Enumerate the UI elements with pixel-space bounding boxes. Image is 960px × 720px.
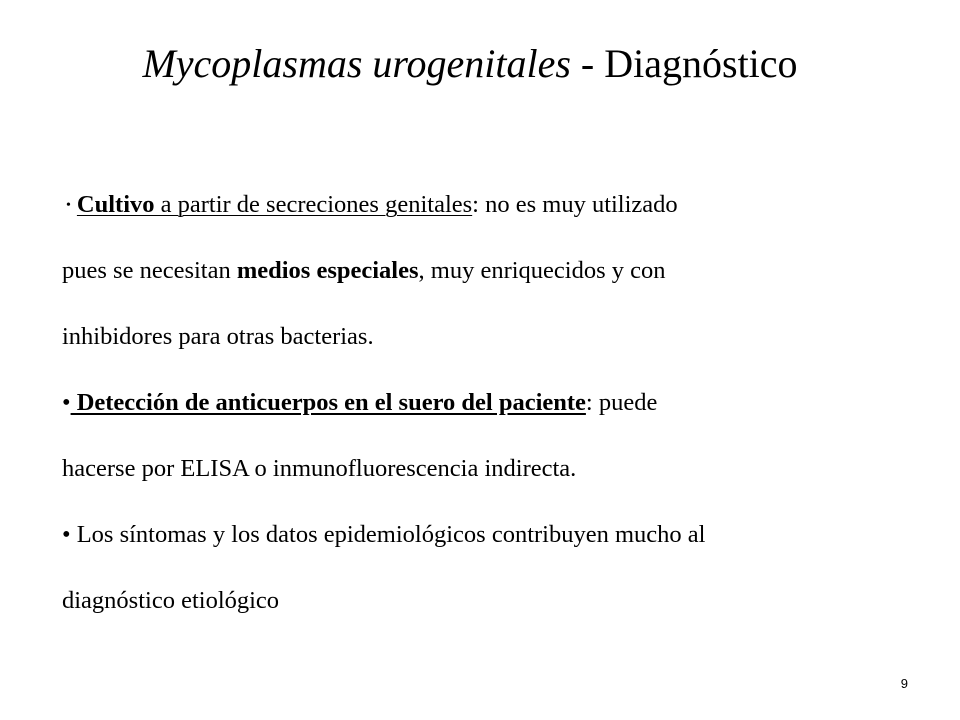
slide-title-rest: - Diagnóstico xyxy=(570,41,798,86)
bullet-2-line-2-text: hacerse por ELISA o inmunofluorescencia indirecta. xyxy=(62,455,577,482)
slide-title-italic: Mycoplasmas urogenitales xyxy=(142,41,571,86)
page-number: 9 xyxy=(900,676,908,691)
bullet-1-line-1 xyxy=(62,172,922,238)
bullet-3-line-1 xyxy=(62,502,922,568)
bullet-1-text: : no es muy utilizado xyxy=(472,191,678,218)
bullet-2-line-1 xyxy=(62,370,922,436)
bullet-2-line-2 xyxy=(62,436,922,502)
bullet-3-line-2 xyxy=(62,568,922,634)
bullet-1-heading-rest: a partir de secreciones genitales xyxy=(154,191,473,218)
bullet-2-marker: • xyxy=(62,389,71,416)
slide-body xyxy=(62,172,922,634)
bullet-2-text: : puede xyxy=(585,389,658,416)
bullet-1-line-2-pre: pues se necesitan xyxy=(62,257,237,284)
bullet-1-line-3 xyxy=(62,304,922,370)
bullet-1-line-2-post: , muy enriquecidos y con xyxy=(418,257,666,284)
bullet-1-line-3-text: inhibidores para otras bacterias. xyxy=(62,323,374,350)
bullet-3-line-1-text: Los síntomas y los datos epidemiológicos contribuyen mucho al xyxy=(70,521,706,548)
bullet-1-marker: • xyxy=(66,198,71,213)
bullet-3-line-2-text: diagnóstico etiológico xyxy=(62,587,280,614)
slide-title xyxy=(0,40,940,88)
bullet-1-heading: Cultivo xyxy=(76,191,155,218)
bullet-2-heading: Detección de anticuerpos en el suero del paciente xyxy=(70,389,586,416)
bullet-1-line-2-bold: medios especiales xyxy=(236,257,419,284)
bullet-3-marker: • xyxy=(62,521,71,548)
bullet-1-line-2 xyxy=(62,238,922,304)
